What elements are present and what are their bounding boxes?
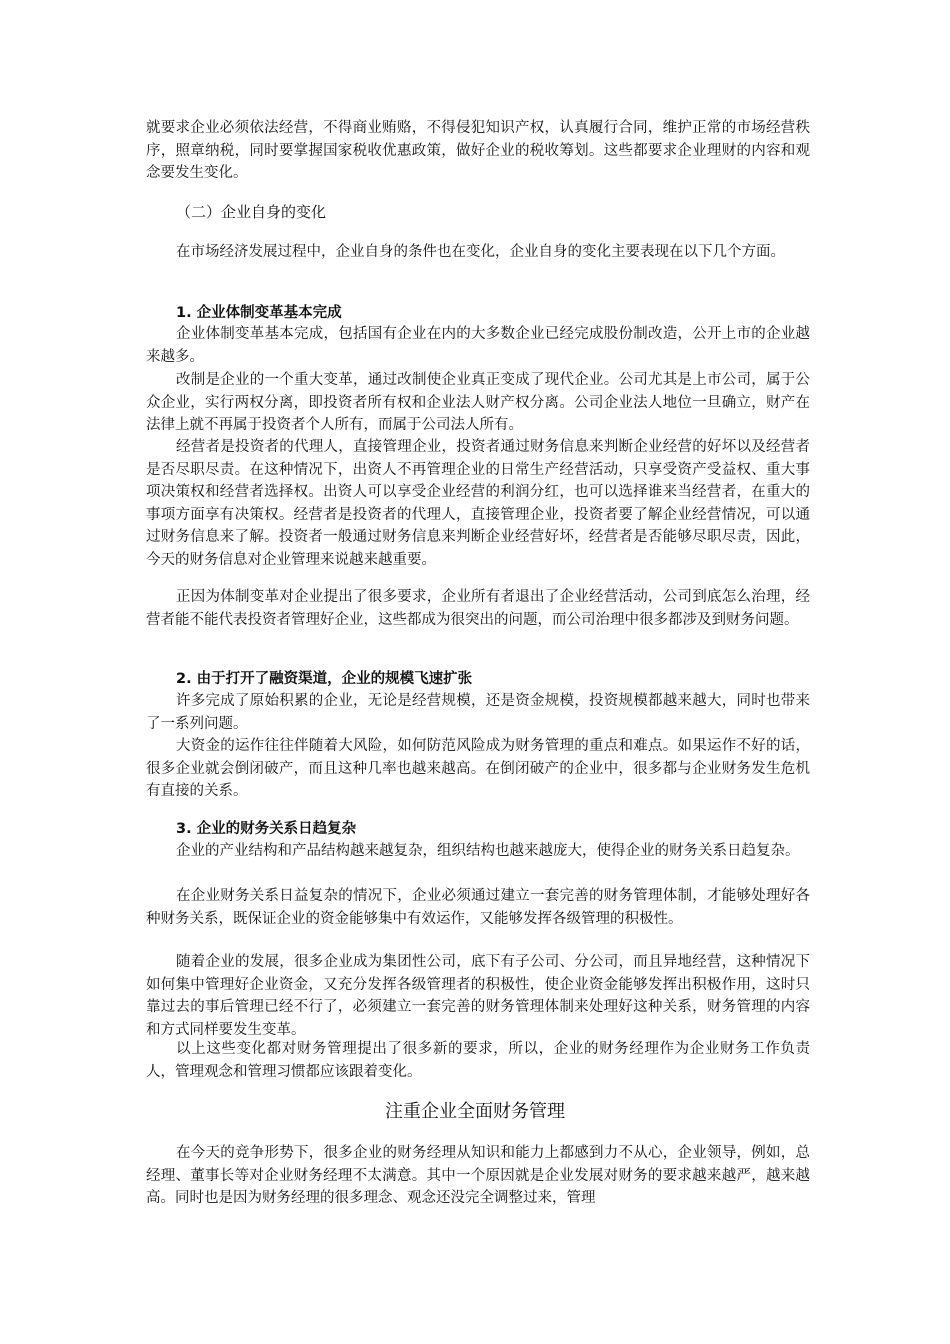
paragraph: 在市场经济发展过程中，企业自身的条件也在变化，企业自身的变化主要表现在以下几个方面。 xyxy=(176,244,785,260)
paragraph: 企业的产业结构和产品结构越来越复杂，组织结构也越来越庞大，使得企业的财务关系日趋复杂。 xyxy=(176,843,800,859)
numbered-heading: 2. 由于打开了融资渠道，企业的规模飞速扩张 xyxy=(176,671,473,687)
numbered-heading: 1. 企业体制变革基本完成 xyxy=(176,305,342,321)
paragraph: 大资金的运作往往伴随着大风险，如何防范风险成为财务管理的重点和难点。如果运作不好的话，很多企业就会倒闭破产，而且这种几率也越来越高。在倒闭破产的企业中，很多都与企业财务发生危机有直接的关系。 xyxy=(146,738,810,799)
paragraph: 企业体制变革基本完成，包括国有企业在内的大多数企业已经完成股份制改造，公开上市的企业越来越多。 xyxy=(146,326,810,365)
paragraph: 许多完成了原始积累的企业，无论是经营规模，还是资金规模，投资规模都越来越大，同时也带来了一系列问题。 xyxy=(146,693,810,732)
paragraph: 正因为体制变革对企业提出了很多要求，企业所有者退出了企业经营活动，公司到底怎么治理，经营者能不能代表投资者管理好企业，这些都成为很突出的问题，而公司治理中很多都涉及到财务问题。 xyxy=(146,589,810,628)
paragraph: 在企业财务关系日益复杂的情况下，企业必须通过建立一套完善的财务管理体制，才能够处理好各种财务关系，既保证企业的资金能够集中有效运作，又能够发挥各级管理的积极性。 xyxy=(146,888,810,927)
section-subheading: （二）企业自身的变化 xyxy=(176,203,327,221)
paragraph: 就要求企业必须依法经营，不得商业贿赂，不得侵犯知识产权，认真履行合同，维护正常的市场经营秩序，照章纳税，同时要掌握国家税收优惠政策，做好企业的税收筹划。这些都要求企业理财的内容和观念要发生变化。 xyxy=(146,120,810,181)
numbered-heading: 3. 企业的财务关系日趋复杂 xyxy=(176,821,357,837)
paragraph: 在今天的竞争形势下，很多企业的财务经理从知识和能力上都感到力不从心，企业领导，例如，总经理、董事长等对企业财务经理不太满意。其中一个原因就是企业发展对财务的要求越来越严，越来越高。同时也是因为财务经理的很多理念、观念还没完全调整过来，管理 xyxy=(146,1145,810,1206)
chapter-heading: 注重企业全面财务管理 xyxy=(385,1101,565,1122)
paragraph: 改制是企业的一个重大变革，通过改制使企业真正变成了现代企业。公司尤其是上市公司，属于公众企业，实行两权分离，即投资者所有权和企业法人财产权分离。公司企业法人地位一旦确立，财产在法律上就不再属于投资者个人所有，而属于公司法人所有。 xyxy=(146,372,810,433)
paragraph: 经营者是投资者的代理人，直接管理企业，投资者通过财务信息来判断企业经营的好坏以及经营者是否尽职尽责。在这种情况下，出资人不再管理企业的日常生产经营活动，只享受资产受益权、重大事项决策权和经营者选择权。出资人可以享受企业经营的利润分红，也可以选择谁来当经营者，在重大的事项方面享有决策权。经营者是投资者的代理人，直接管理企业，投资者要了解企业经营情况，可以通过财务信息来了解。投资者一般通过财务信息来判断企业经营好坏，经营者是否能够尽职尽责，因此，今天的财务信息对企业管理来说越来越重要。 xyxy=(146,439,810,568)
paragraph: 以上这些变化都对财务管理提出了很多新的要求，所以，企业的财务经理作为企业财务工作负责人，管理观念和管理习惯都应该跟着变化。 xyxy=(146,1041,810,1080)
paragraph: 随着企业的发展，很多企业成为集团性公司，底下有子公司、分公司，而且异地经营，这种情况下如何集中管理好企业资金，又充分发挥各级管理者的积极性，使企业资金能够发挥出积极作用，这时只靠过去的事后管理已经不行了，必须建立一套完善的财务管理体制来处理好这种关系，财务管理的内容和方式同样要发生变革。 xyxy=(146,954,810,1038)
